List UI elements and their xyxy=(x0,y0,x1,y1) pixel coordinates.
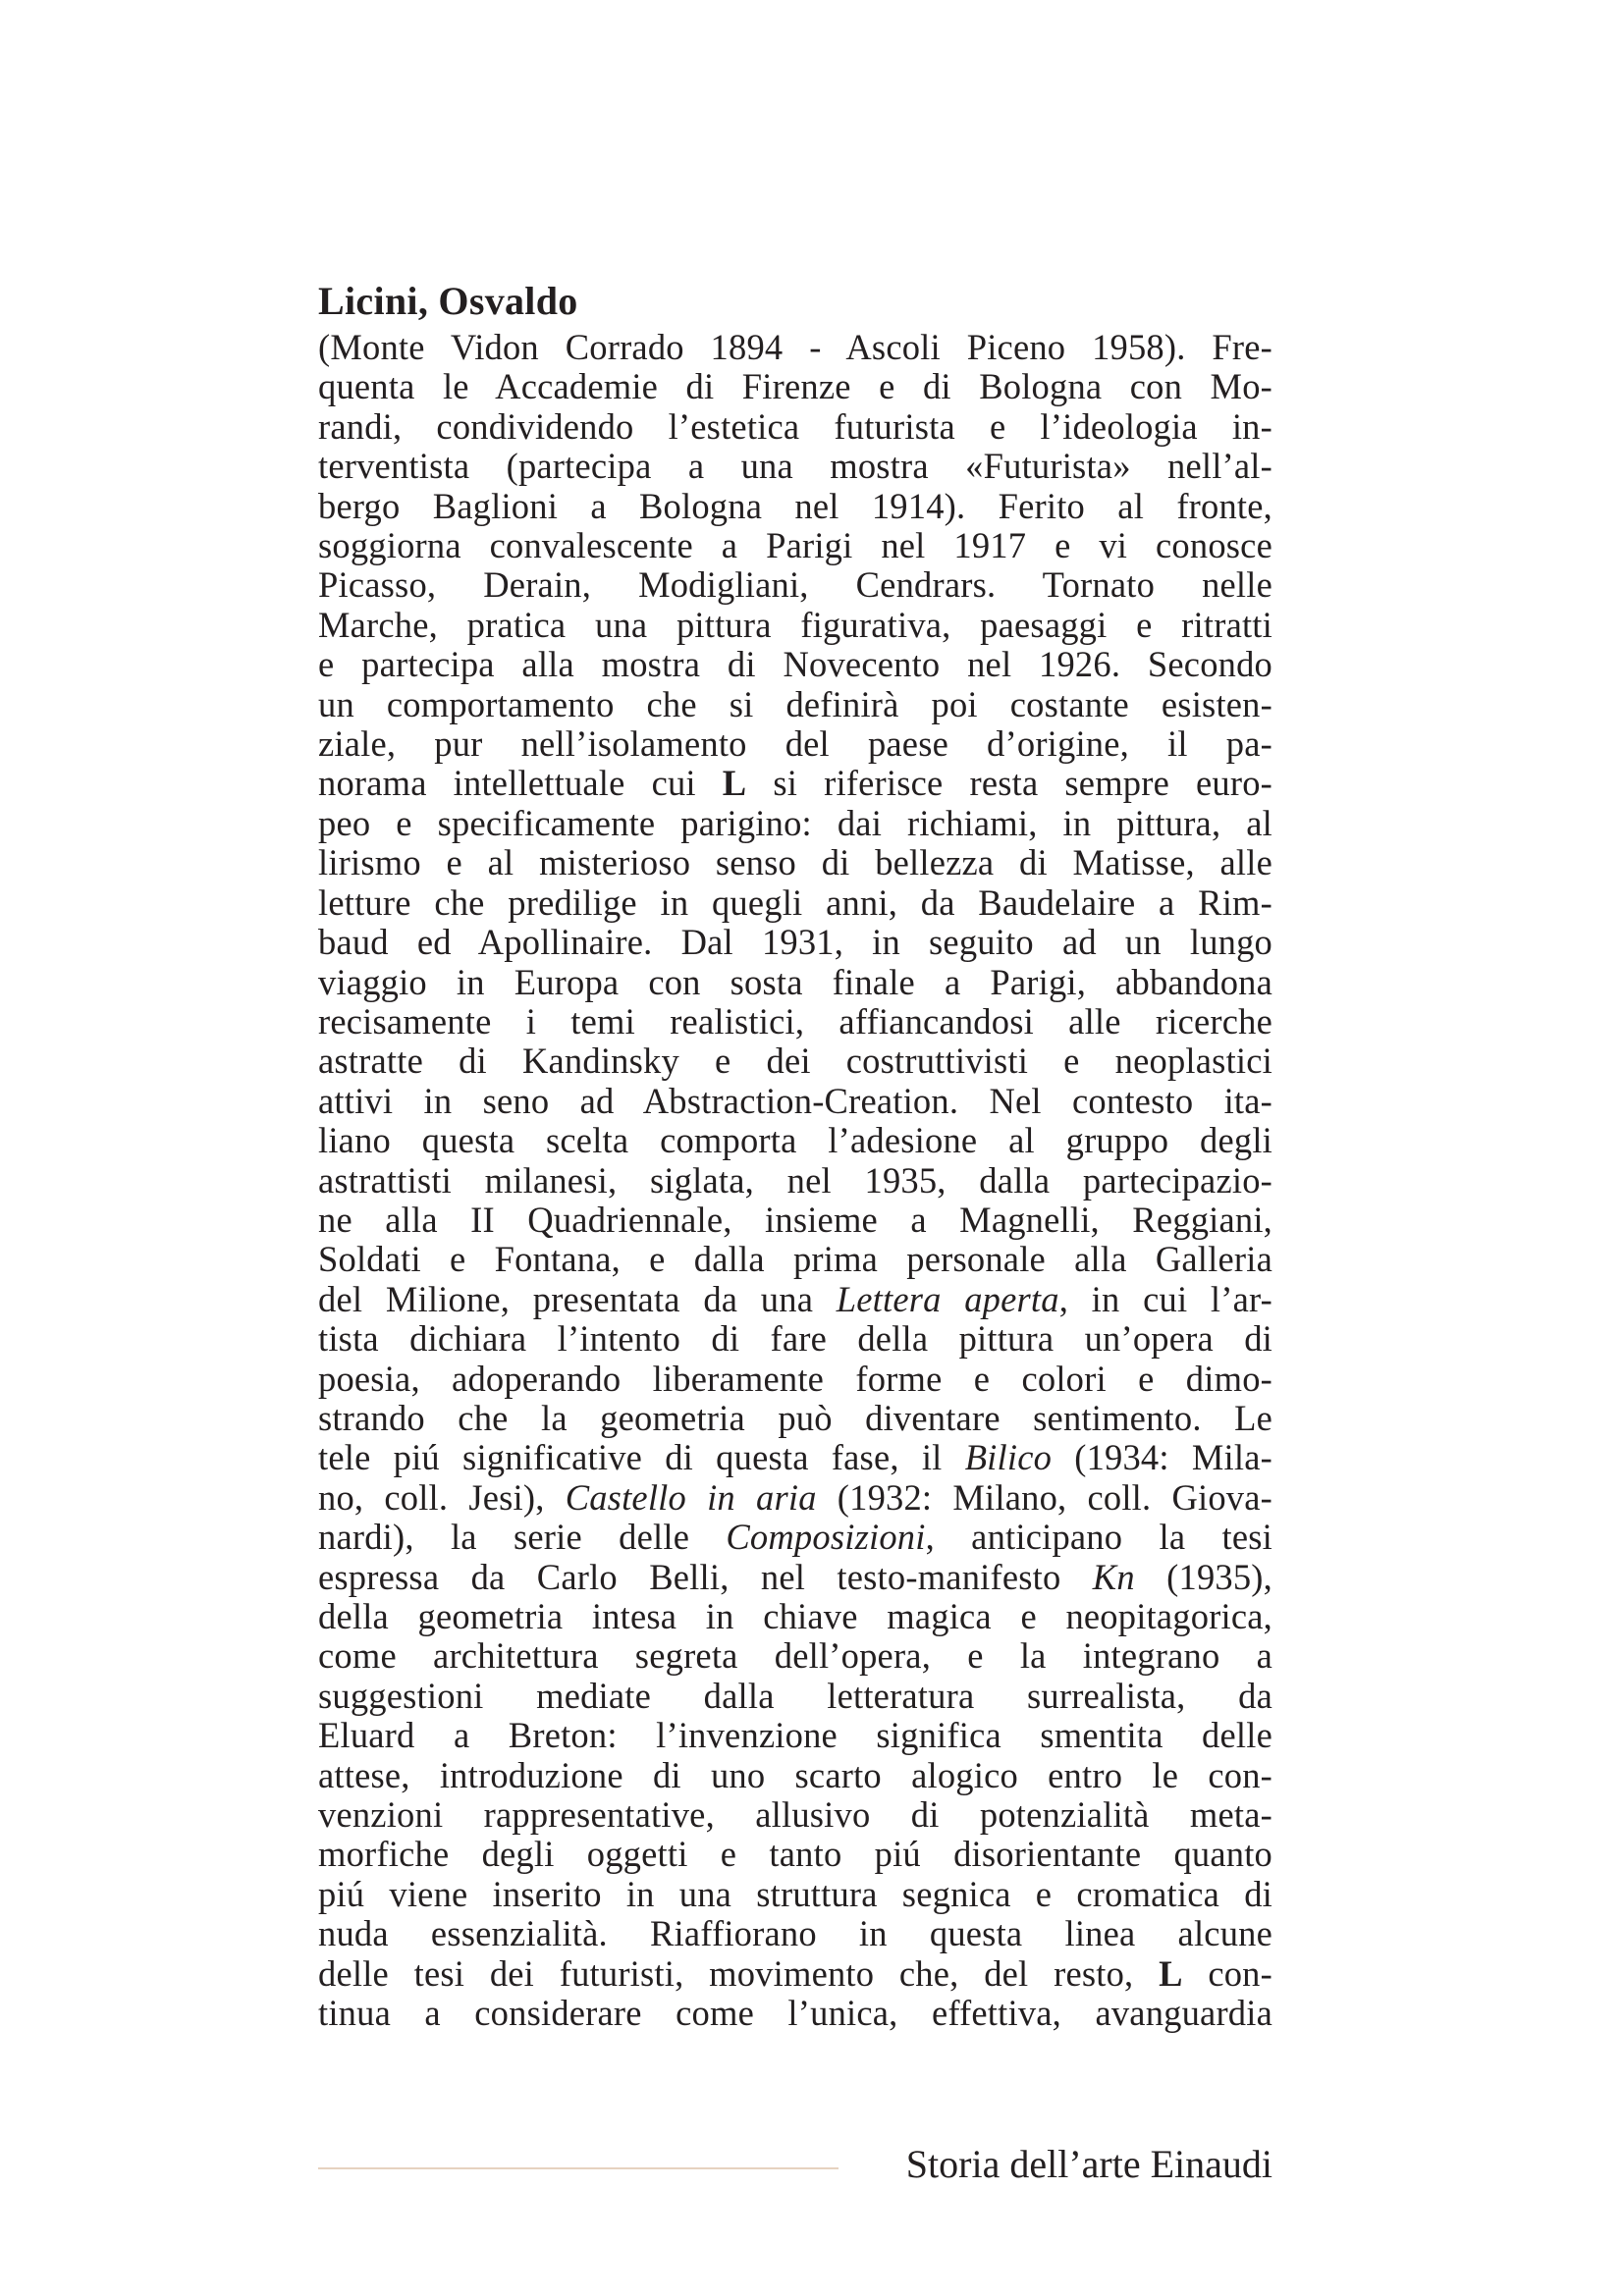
entry-body-line: lirismo e al misterioso senso di bellezza di Matisse, alle xyxy=(318,842,1272,883)
entry-body-line: strando che la geometria può diventare sentimento. Le xyxy=(318,1397,1272,1438)
entry-body xyxy=(318,328,1272,2033)
entry-body-line: venzioni rappresentative, allusivo di potenzialità meta- xyxy=(318,1794,1272,1836)
entry-body-line: (Monte Vidon Corrado 1894 - Ascoli Piceno 1958). Fre- xyxy=(318,327,1272,367)
entry-body-line: recisamente i temi realistici, affiancandosi alle ricerche xyxy=(318,1000,1272,1041)
entry-body-line: terventista (partecipa a una mostra «Futurista» nell’al- xyxy=(318,446,1272,487)
entry-body-line: un comportamento che si definirà poi costante esisten- xyxy=(318,683,1272,724)
entry-body-line: delle tesi dei futuristi, movimento che, del resto, L con- xyxy=(318,1952,1272,1994)
entry-body-line: letture che predilige in quegli anni, da Baudelaire a Rim- xyxy=(318,881,1272,923)
entry-body-line: tele piú significative di questa fase, il Bilico (1934: Mila- xyxy=(318,1437,1272,1478)
entry-body-line: no, coll. Jesi), Castello in aria (1932: Milano, coll. Giova- xyxy=(318,1476,1272,1518)
entry-body-line: liano questa scelta comporta l’adesione al gruppo degli xyxy=(318,1120,1272,1161)
page-footer xyxy=(318,2140,1272,2189)
footer-publication-label: Storia dell’arte Einaudi xyxy=(905,2142,1272,2186)
entry-body-line: ziale, pur nell’isolamento del paese d’origine, il pa- xyxy=(318,723,1272,765)
entry-body-line: e partecipa alla mostra di Novecento nel 1926. Secondo xyxy=(318,644,1272,685)
entry-body-line: Picasso, Derain, Modigliani, Cendrars. Tornato nelle xyxy=(318,564,1272,606)
entry-body-line: espressa da Carlo Belli, nel testo-manifesto Kn (1935), xyxy=(318,1556,1272,1597)
entry-body-line: bergo Baglioni a Bologna nel 1914). Ferito al fronte, xyxy=(318,485,1272,526)
entry-body-line: baud ed Apollinaire. Dal 1931, in seguito ad un lungo xyxy=(318,922,1272,963)
entry-body-line: della geometria intesa in chiave magica e neopitagorica, xyxy=(318,1596,1272,1636)
entry-body-line: astratte di Kandinsky e dei costruttivisti e neoplastici xyxy=(318,1041,1272,1082)
footer-rule xyxy=(318,2167,839,2169)
entry-body-line: ne alla II Quadriennale, insieme a Magnelli, Reggiani, xyxy=(318,1199,1272,1240)
entry-body-line: Eluard a Breton: l’invenzione significa smentita delle xyxy=(318,1715,1272,1756)
entry-body-line: poesia, adoperando liberamente forme e colori e dimo- xyxy=(318,1358,1272,1399)
entry-body-line: peo e specificamente parigino: dai richiami, in pittura, al xyxy=(318,802,1272,843)
entry-body-line: Soldati e Fontana, e dalla prima personale alla Galleria xyxy=(318,1239,1272,1280)
entry-body-line: norama intellettuale cui L si riferisce resta sempre euro- xyxy=(318,763,1273,804)
entry-body-line: suggestioni mediate dalla letteratura surrealista, da xyxy=(318,1675,1272,1716)
entry-body-line: randi, condividendo l’estetica futurista e l’ideologia in- xyxy=(318,405,1272,447)
entry-body-line: morfiche degli oggetti e tanto piú disorientante quanto xyxy=(318,1834,1272,1875)
encyclopedia-entry xyxy=(318,275,1272,2033)
entry-body-line: astrattisti milanesi, siglata, nel 1935, dalla partecipazio- xyxy=(318,1159,1272,1201)
entry-title: Licini, Osvaldo xyxy=(318,279,578,323)
entry-body-line: attese, introduzione di uno scarto alogico entro le con- xyxy=(318,1754,1272,1795)
entry-body-line: soggiorna convalescente a Parigi nel 1917 e vi conosce xyxy=(318,525,1272,566)
entry-body-line: attivi in seno ad Abstraction-Creation. Nel contesto ita- xyxy=(318,1080,1272,1121)
entry-body-line: tista dichiara l’intento di fare della pittura un’opera di xyxy=(318,1318,1272,1360)
entry-body-line: Marche, pratica una pittura figurativa, paesaggi e ritratti xyxy=(318,604,1272,645)
entry-body-line: del Milione, presentata da una Lettera aperta, in cui l’ar- xyxy=(318,1278,1272,1319)
entry-body-line: quenta le Accademie di Firenze e di Bologna con Mo- xyxy=(318,366,1272,407)
entry-body-line: piú viene inserito in una struttura segnica e cromatica di xyxy=(318,1873,1272,1914)
entry-body-line: nuda essenzialità. Riaffiorano in questa linea alcune xyxy=(318,1913,1272,1954)
entry-body-line: viaggio in Europa con sosta finale a Parigi, abbandona xyxy=(318,961,1272,1002)
entry-body-line: nardi), la serie delle Composizioni, anticipano la tesi xyxy=(318,1517,1272,1558)
entry-body-line: come architettura segreta dell’opera, e la integrano a xyxy=(318,1635,1272,1677)
entry-body-line: tinua a considerare come l’unica, effettiva, avanguardia xyxy=(318,1993,1272,2034)
